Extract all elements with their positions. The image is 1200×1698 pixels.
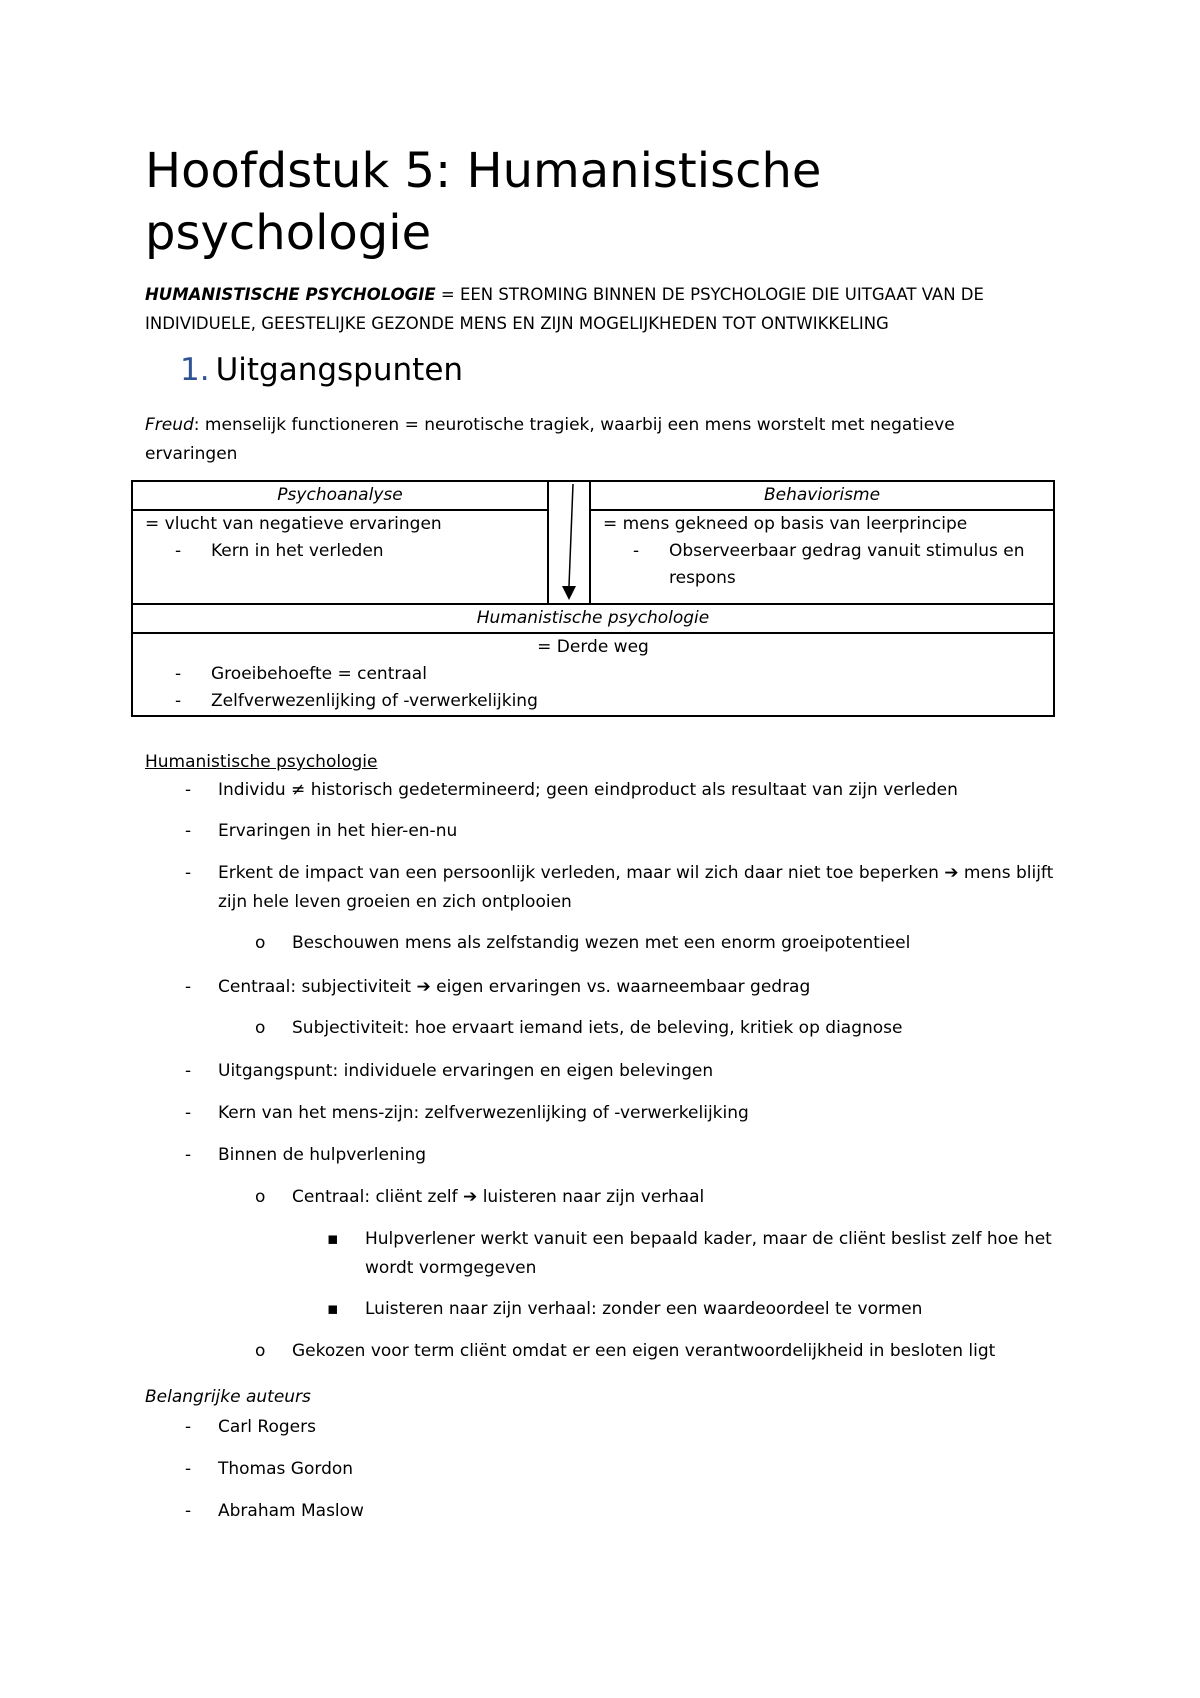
sub-sub-list-item-text: Hulpverlener werkt vanuit een bepaald kader, maar de cliënt beslist zelf hoe het wordt vormgegeven xyxy=(365,1229,1052,1278)
humanistic-line: = Derde weg xyxy=(537,637,649,657)
dash-marker: - xyxy=(175,541,182,561)
list-item-text xyxy=(218,973,810,1002)
dash-marker: - xyxy=(185,977,192,997)
freud-paragraph xyxy=(145,411,1045,469)
author-item xyxy=(145,1497,1065,1526)
author-item xyxy=(145,1455,1065,1484)
dash-marker: - xyxy=(185,1103,192,1123)
definition xyxy=(145,280,1085,338)
down-arrow-icon xyxy=(549,482,589,606)
dash-marker: - xyxy=(633,541,640,561)
text-part: luisteren naar zijn verhaal xyxy=(477,1187,705,1207)
dash-marker: - xyxy=(185,863,192,883)
behaviorisme-cell xyxy=(590,510,1054,604)
dash-marker: - xyxy=(185,1459,192,1479)
list-item xyxy=(145,776,1065,805)
psychoanalyse-bullet xyxy=(145,538,535,565)
list-item xyxy=(145,1099,1065,1128)
arrow-cell xyxy=(548,481,590,604)
sub-sub-list-item-text: Luisteren naar zijn verhaal: zonder een waardeoordeel te vormen xyxy=(365,1299,923,1319)
author-name: Abraham Maslow xyxy=(218,1501,364,1521)
list-item-text: Kern van het mens-zijn: zelfverwezenlijking of -verwerkelijking xyxy=(218,1103,749,1123)
list-item-text xyxy=(218,859,1065,917)
sub-list-item-text: Gekozen voor term cliënt omdat er een eigen verantwoordelijkheid in besloten ligt xyxy=(292,1341,996,1361)
definition-term: HUMANISTISCHE PSYCHOLOGIE xyxy=(145,285,436,304)
square-marker: ▪ xyxy=(327,1299,339,1319)
sub-list-item xyxy=(145,1014,1065,1043)
section-title: Uitgangspunten xyxy=(215,352,464,388)
humanistic-header: Humanistische psychologie xyxy=(132,604,1054,633)
behaviorisme-bullet-text: Observeerbaar gedrag vanuit stimulus en respons xyxy=(669,541,1025,588)
list-item-text: Ervaringen in het hier-en-nu xyxy=(218,821,458,841)
list-item xyxy=(145,1141,1065,1170)
list-item xyxy=(145,859,1065,917)
dash-marker: - xyxy=(185,1501,192,1521)
humanistic-bullet-1-text: Groeibehoefte = centraal xyxy=(211,664,427,684)
sub-list-item-text xyxy=(292,1183,704,1212)
arrow-icon: ➔ xyxy=(944,863,959,883)
humanistic-bullet-1 xyxy=(145,661,1041,688)
behaviorisme-bullet xyxy=(603,538,1041,592)
author-item xyxy=(145,1413,1065,1442)
dash-marker: - xyxy=(185,1417,192,1437)
humanistic-cell xyxy=(132,633,1054,716)
text-part: Centraal: cliënt zelf xyxy=(292,1187,464,1207)
dash-marker: - xyxy=(175,691,182,711)
circle-marker: o xyxy=(255,1187,266,1207)
dash-marker: - xyxy=(175,664,182,684)
humanistic-bullet-2 xyxy=(145,688,1041,715)
section-number: 1. xyxy=(180,352,210,388)
section-heading xyxy=(180,350,463,390)
sub-list-item-text: Subjectiviteit: hoe ervaart iemand iets, de beleving, kritiek op diagnose xyxy=(292,1018,903,1038)
psychoanalyse-bullet-text: Kern in het verleden xyxy=(211,541,384,561)
list-item xyxy=(145,817,1065,846)
behaviorisme-line: = mens gekneed op basis van leerprincipe xyxy=(603,514,968,534)
author-name: Carl Rogers xyxy=(218,1417,316,1437)
list-item-text: Binnen de hulpverlening xyxy=(218,1145,427,1165)
sub-sub-list-item xyxy=(145,1225,1065,1283)
psychoanalyse-header: Psychoanalyse xyxy=(132,481,548,510)
psychoanalyse-line: = vlucht van negatieve ervaringen xyxy=(145,514,442,534)
hp-heading: Humanistische psychologie xyxy=(145,752,378,772)
text-part: eigen ervaringen vs. waarneembaar gedrag xyxy=(430,977,811,997)
dash-marker: - xyxy=(185,1145,192,1165)
list-item-text: Individu ≠ historisch gedetermineerd; geen eindproduct als resultaat van zijn verleden xyxy=(218,780,958,800)
list-item-text: Uitgangspunt: individuele ervaringen en eigen belevingen xyxy=(218,1061,714,1081)
dash-marker: - xyxy=(185,780,192,800)
psychoanalyse-cell xyxy=(132,510,548,604)
humanistic-bullet-2-text: Zelfverwezenlijking of -verwerkelijking xyxy=(211,691,538,711)
comparison-table xyxy=(131,480,1055,717)
sub-sub-list-item xyxy=(145,1295,1065,1324)
dash-marker: - xyxy=(185,821,192,841)
freud-name: Freud xyxy=(145,415,194,435)
list-item xyxy=(145,973,1065,1002)
text-part: Centraal: subjectiviteit xyxy=(218,977,417,997)
definition-text: = EEN STROMING BINNEN DE PSYCHOLOGIE DIE UITGAAT VAN DE INDIVIDUELE, GEESTELIJKE GEZONDE MENS EN ZIJN MOGELIJKHEDEN TOT ONTWIKKELING xyxy=(145,285,984,333)
sub-list-item-text: Beschouwen mens als zelfstandig wezen met een enorm groeipotentieel xyxy=(292,933,911,953)
list-item xyxy=(145,1057,1065,1086)
circle-marker: o xyxy=(255,1341,266,1361)
square-marker: ▪ xyxy=(327,1229,339,1249)
arrow-icon: ➔ xyxy=(416,977,431,997)
freud-text: : menselijk functioneren = neurotische tragiek, waarbij een mens worstelt met negatieve ervaringen xyxy=(145,415,955,464)
page-title: Hoofdstuk 5: Humanistische psychologie xyxy=(145,143,822,261)
arrow-icon: ➔ xyxy=(463,1187,478,1207)
sub-list-item xyxy=(145,1337,1065,1366)
text-part: mens blijft zijn hele leven groeien en zich ontplooien xyxy=(218,863,1054,912)
authors-heading: Belangrijke auteurs xyxy=(145,1387,311,1407)
dash-marker: - xyxy=(185,1061,192,1081)
author-name: Thomas Gordon xyxy=(218,1459,354,1479)
circle-marker: o xyxy=(255,1018,266,1038)
behaviorisme-header: Behaviorisme xyxy=(590,481,1054,510)
sub-list-item xyxy=(145,1183,1065,1212)
sub-list-item xyxy=(145,929,1065,958)
circle-marker: o xyxy=(255,933,266,953)
text-part: Erkent de impact van een persoonlijk verleden, maar wil zich daar niet toe beperken xyxy=(218,863,945,883)
